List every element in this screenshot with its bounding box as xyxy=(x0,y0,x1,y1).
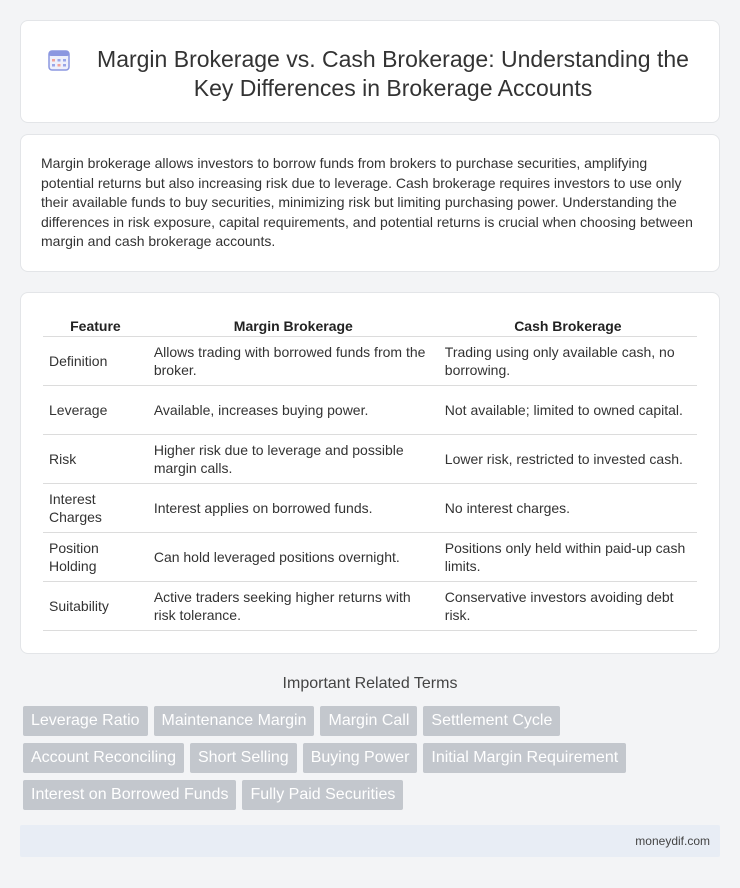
tag-leverage-ratio[interactable]: Leverage Ratio xyxy=(23,706,148,736)
feature-cell: Interest Charges xyxy=(43,484,148,533)
tag-settlement-cycle[interactable]: Settlement Cycle xyxy=(423,706,560,736)
comparison-table xyxy=(43,315,697,631)
cash-cell: Lower risk, restricted to invested cash. xyxy=(439,435,697,484)
header-card xyxy=(20,20,720,123)
tag-interest-on-borrowed-funds[interactable]: Interest on Borrowed Funds xyxy=(23,780,236,810)
cash-cell: No interest charges. xyxy=(439,484,697,533)
margin-cell: Active traders seeking higher returns with risk tolerance. xyxy=(148,582,439,631)
tag-short-selling[interactable]: Short Selling xyxy=(190,743,297,773)
table-row xyxy=(43,435,697,484)
feature-cell: Suitability xyxy=(43,582,148,631)
feature-cell: Definition xyxy=(43,337,148,386)
summary-text: Margin brokerage allows investors to borrow funds from brokers to purchase securities, amplifying potential returns but also increasing risk due to leverage. Cash brokerage requires investors to use only their available funds to buy securities, minimizing risk but limiting purchasing power. Understanding the differences in risk exposure, capital requirements, and potential returns is crucial when choosing between margin and cash brokerage accounts. xyxy=(41,155,693,250)
margin-cell: Interest applies on borrowed funds. xyxy=(148,484,439,533)
table-row xyxy=(43,582,697,631)
margin-cell: Allows trading with borrowed funds from the broker. xyxy=(148,337,439,386)
margin-cell: Available, increases buying power. xyxy=(148,386,439,435)
table-row xyxy=(43,533,697,582)
page-title: Margin Brokerage vs. Cash Brokerage: Understanding the Key Differences in Brokerage Accounts xyxy=(97,46,689,101)
margin-cell: Can hold leveraged positions overnight. xyxy=(148,533,439,582)
comparison-table-card xyxy=(20,292,720,654)
cash-cell: Conservative investors avoiding debt risk. xyxy=(439,582,697,631)
table-row xyxy=(43,386,697,435)
margin-cell: Higher risk due to leverage and possible margin calls. xyxy=(148,435,439,484)
calendar-icon xyxy=(47,48,71,72)
header-cash-brokerage: Cash Brokerage xyxy=(439,315,697,337)
tag-initial-margin-requirement[interactable]: Initial Margin Requirement xyxy=(423,743,626,773)
tag-margin-call[interactable]: Margin Call xyxy=(320,706,417,736)
summary-card xyxy=(20,134,720,272)
tag-buying-power[interactable]: Buying Power xyxy=(303,743,418,773)
feature-cell: Leverage xyxy=(43,386,148,435)
tag-fully-paid-securities[interactable]: Fully Paid Securities xyxy=(242,780,403,810)
header-feature: Feature xyxy=(43,315,148,337)
cash-cell: Trading using only available cash, no borrowing. xyxy=(439,337,697,386)
feature-cell: Risk xyxy=(43,435,148,484)
feature-cell: Position Holding xyxy=(43,533,148,582)
table-row xyxy=(43,484,697,533)
cash-cell: Positions only held within paid-up cash limits. xyxy=(439,533,697,582)
header-margin-brokerage: Margin Brokerage xyxy=(148,315,439,337)
table-header-row xyxy=(43,315,697,337)
tag-account-reconciling[interactable]: Account Reconciling xyxy=(23,743,184,773)
tag-maintenance-margin[interactable]: Maintenance Margin xyxy=(154,706,315,736)
footer-site-link[interactable]: moneydif.com xyxy=(635,834,710,848)
table-row xyxy=(43,337,697,386)
footer xyxy=(20,825,720,857)
related-terms-tags xyxy=(23,706,703,810)
related-terms-title: Important Related Terms xyxy=(282,675,458,692)
cash-cell: Not available; limited to owned capital. xyxy=(439,386,697,435)
